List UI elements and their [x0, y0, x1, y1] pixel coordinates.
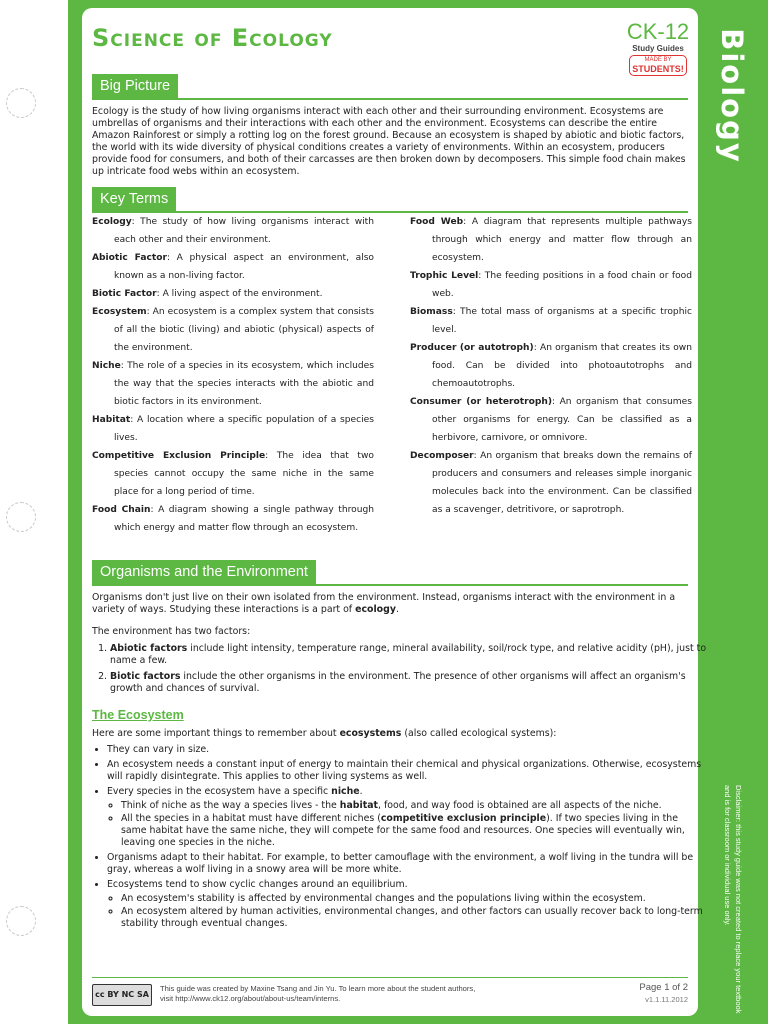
list-item: • Every species in the ecosystem have a specific niche. ◦ Think of niche as the way a species lives - the habitat, food, and way food is obtained are all aspects of the niche. ◦ All the species in a habitat must have different niches (competitive exclusion principle). If two species living in the same habitat have the same niche, they will compete for the same food and resources. One species will eventually win, leaving one species in the niche. [107, 786, 705, 849]
list-item: • An ecosystem needs a constant input of energy to maintain their chemical and physical organizations. Otherwise, ecosystems will rapidly disintegrate. This applies to other living systems as well. [107, 759, 705, 783]
term-habitat: Habitat: A location where a specific population of a species lives. [92, 415, 374, 443]
section-rule [92, 584, 688, 586]
term-competitive-exclusion: Competitive Exclusion Principle: The idea that two species cannot occupy the same niche in the same place for a long period of time. [92, 451, 374, 497]
section-heading-key-terms: Key Terms [92, 187, 176, 211]
page-number: Page 1 of 2 v1.1.11.2012 [639, 982, 688, 1004]
footer-rule [92, 977, 688, 978]
term-biomass: Biomass: The total mass of organisms at a specific trophic level. [410, 307, 692, 335]
list-item: 2. Biotic factors include the other organisms in the environment. The presence of other organisms will affect an organism's growth and chances of survival. [110, 671, 708, 695]
list-item: • They can vary in size. [107, 744, 705, 756]
big-picture-text: Ecology is the study of how living organisms interact with each other and their surrounding environment. Ecosystems are umbrellas of organisms and their interactions with each other and the environment. Ecosystems can describe the entire Amazon Rainforest or simply a rotting log on the forest ground. Because an ecosystem is shaped by abiotic and biotic factors, the world with its wide diversity of physical conditions creates a variety of environments. Within an ecosystem, producers provide food for consumers, and both of their carcasses are then broken down by decomposers. This simple food chain makes up intricate food webs within an ecosystem. [92, 106, 686, 177]
term-niche: Niche: The role of a species in its ecosystem, which includes the way that the species interacts with the abiotic and biotic factors in its environment. [92, 361, 374, 407]
binder-hole [6, 502, 36, 532]
list-item: ◦ Think of niche as the way a species lives - the habitat, food, and way food is obtained are all aspects of the niche. [121, 800, 705, 812]
ecosystem-intro: Here are some important things to remember about ecosystems (also called ecological systems): [92, 728, 557, 739]
term-consumer: Consumer (or heterotroph): An organism that consumes other organisms for energy. Can be classified as a herbivore, carnivore, or omnivore. [410, 397, 692, 443]
binder-hole [6, 906, 36, 936]
term-ecology: Ecology: The study of how living organisms interact with each other and their environment. [92, 217, 374, 245]
logo-brand: CK-12 [626, 19, 690, 44]
list-item: ◦ All the species in a habitat must have different niches (competitive exclusion principle). If two species living in the same habitat have the same niche, they will compete for the same food and resources. One species will eventually win, leaving one species in the niche. [121, 813, 705, 849]
ck12-logo [622, 20, 694, 84]
term-decomposer: Decomposer: An organism that breaks down the remains of producers and consumers and releases simple inorganic molecules back into the environment. Can be classified as a scavenger, detritivore, or saprotroph. [410, 451, 692, 515]
term-ecosystem: Ecosystem: An ecosystem is a complex system that consists of all the biotic (living) and abiotic (physical) aspects of the environment. [92, 307, 374, 353]
sub-list [107, 800, 705, 849]
logo-subtitle: Study Guides [632, 44, 684, 53]
section-heading-organisms: Organisms and the Environment [92, 560, 316, 584]
organisms-intro: Organisms don't just live on their own isolated from the environment. Instead, organisms interact with the environment in a variety of ways. Studying these interactions is a part of ecology. [92, 592, 676, 615]
binder-hole [6, 88, 36, 118]
key-terms-right-column [410, 213, 692, 519]
list-item: ◦ An ecosystem altered by human activities, environmental changes, and other factors can usually recover back to long-term stability through eventual changes. [121, 906, 705, 930]
page-title: Science of Ecology [92, 24, 333, 52]
term-food-chain: Food Chain: A diagram showing a single pathway through which energy and matter flow through an ecosystem. [92, 505, 374, 533]
ecosystem-list [92, 744, 705, 933]
section-heading-big-picture: Big Picture [92, 74, 178, 98]
creative-commons-badge: cc BY NC SA [92, 984, 152, 1006]
footer-credit: This guide was created by Maxine Tsang and Jin Yu. To learn more about the student authors, visit http://www.ck12.org/about/about-us/team/interns. [160, 984, 476, 1003]
section-rule [92, 98, 688, 100]
term-trophic-level: Trophic Level: The feeding positions in a food chain or food web. [410, 271, 692, 299]
factors-list [92, 643, 708, 699]
key-terms-left-column [92, 213, 374, 537]
term-producer: Producer (or autotroph): An organism that creates its own food. Can be divided into photoautotrophs and chemoautotrophs. [410, 343, 692, 389]
side-tab-label: Biology [715, 28, 749, 164]
term-abiotic-factor: Abiotic Factor: A physical aspect an environment, also known as a non-living factor. [92, 253, 375, 281]
subheading-ecosystem: The Ecosystem [92, 708, 184, 722]
factors-intro: The environment has two factors: [92, 626, 251, 637]
made-by-students-stamp: MADE BY STUDENTS! [629, 55, 687, 76]
sub-list [107, 893, 705, 930]
term-biotic-factor: Biotic Factor: A living aspect of the environment. [92, 289, 323, 299]
disclaimer: Disclaimer: this study guide was not created to replace your textbook and is for classroom or individual use only. [723, 785, 743, 1014]
list-item: • Organisms adapt to their habitat. For example, to better camouflage with the environment, a wolf living in the tundra will be gray, whereas a wolf living in a snowy area will be more white. [107, 852, 705, 876]
list-item: 1. Abiotic factors include light intensity, temperature range, mineral availability, soil/rock type, and relative acidity (pH), just to name a few. [110, 643, 708, 667]
term-food-web: Food Web: A diagram that represents multiple pathways through which energy and matter flow through an ecosystem. [410, 217, 692, 263]
list-item: • Ecosystems tend to show cyclic changes around an equilibrium. ◦ An ecosystem's stability is affected by environmental changes and the populations living within the ecosystem. ◦ An ecosystem altered by human activities, environmental changes, and other factors can usually recover back to long-term stability through eventual changes. [107, 879, 705, 930]
list-item: ◦ An ecosystem's stability is affected by environmental changes and the populations living within the ecosystem. [121, 893, 705, 905]
